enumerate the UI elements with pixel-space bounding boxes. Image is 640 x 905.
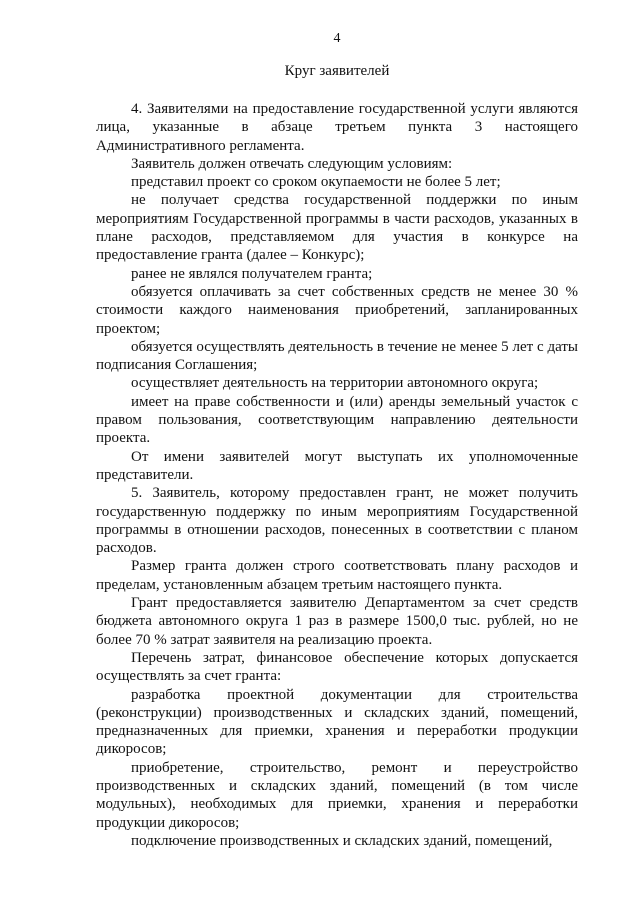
paragraph-15: разработка проектной документации для строительства (реконструкции) производственных и складских зданий, помещений, предназначенных для приемки, хранения и переработки продукции дикоросов;: [96, 686, 578, 758]
paragraph-1: 4. Заявителями на предоставление государственной услуги являются лица, указанные в абзаце третьем пункта 3 настоящего Административного регламента.: [96, 101, 578, 154]
paragraph-14: Перечень затрат, финансовое обеспечение которых допускается осуществлять за счет гранта:: [96, 649, 578, 685]
paragraph-6: обязуется оплачивать за счет собственных средств не менее 30 % стоимости каждого наименования приобретений, запланированных проектом;: [96, 283, 578, 337]
paragraph-13: Грант предоставляется заявителю Департаментом за счет средств бюджета автономного округа 1 раз в размере 1500,0 тыс. рублей, но не более 70 % затрат заявителя на реализацию проекта.: [96, 595, 578, 648]
document-page: [96, 30, 578, 850]
paragraph-3: представил проект со сроком окупаемости не более 5 лет;: [131, 174, 501, 191]
paragraph-7: обязуется осуществлять деятельность в течение не менее 5 лет с даты подписания Соглашения;: [96, 338, 578, 374]
paragraph-9: имеет на праве собственности и (или) аренды земельный участок с правом пользования, соответствующим направлению деятельности проекта.: [96, 393, 578, 447]
paragraph-11: 5. Заявитель, которому предоставлен грант, не может получить государственную поддержку по иным мероприятиям Государственной программы в отношении расходов, понесенных в соответствии с планом расходов.: [96, 485, 578, 557]
paragraph-10: От имени заявителей могут выступать их уполномоченные представители.: [96, 448, 578, 483]
paragraph-8: осуществляет деятельность на территории автономного округа;: [131, 375, 539, 392]
paragraph-17: подключение производственных и складских зданий, помещений,: [131, 832, 553, 849]
paragraph-12: Размер гранта должен строго соответствовать плану расходов и пределам, установленным абзацем третьим настоящего пункта.: [96, 558, 578, 593]
paragraph-4: не получает средства государственной поддержки по иным мероприятиям Государственной программы в части расходов, указанных в плане расходов, представляемом для участия в конкурсе на предоставление гранта (далее – Конкурс);: [96, 192, 578, 264]
paragraph-16: приобретение, строительство, ремонт и переустройство производственных и складских зданий, помещений (в том числе модульных), необходимых для приемки, хранения и переработки продукции дикоросов;: [96, 759, 578, 831]
section-title: Круг заявителей: [284, 63, 390, 79]
page-number: 4: [333, 31, 341, 46]
paragraph-2: Заявитель должен отвечать следующим условиям:: [131, 155, 453, 172]
paragraph-5: ранее не являлся получателем гранта;: [131, 265, 373, 282]
